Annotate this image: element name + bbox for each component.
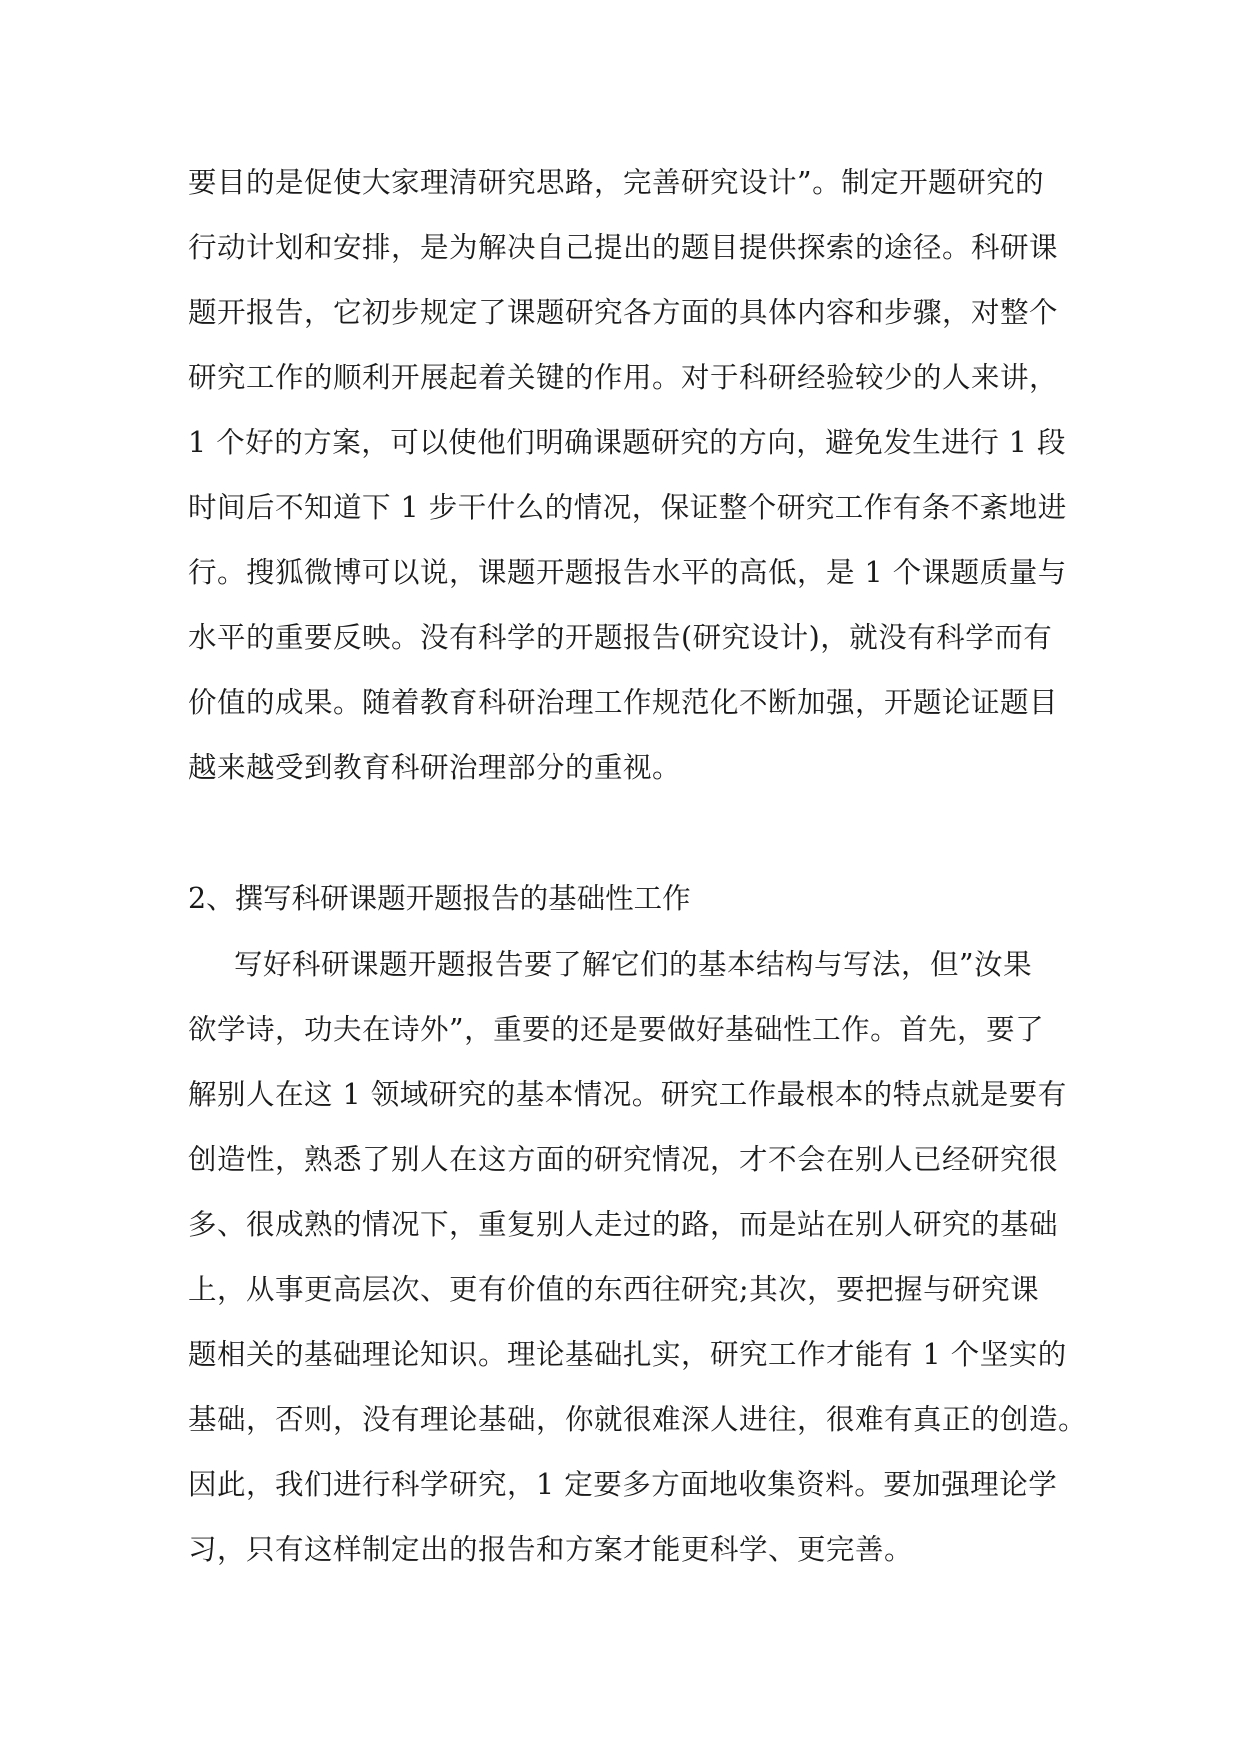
paragraph-line: 价值的成果。随着教育科研治理工作规范化不断加强，开题论证题目 — [188, 686, 1059, 719]
paragraph-line: 研究工作的顺利开展起着关键的作用。对于科研经验较少的人来讲， — [188, 361, 1059, 394]
paragraph-line: 题相关的基础理论知识。理论基础扎实，研究工作才能有 1 个坚实的 — [188, 1338, 1067, 1371]
paragraph-line: 欲学诗，功夫在诗外”，重要的还是要做好基础性工作。首先，要了 — [188, 1013, 1045, 1046]
paragraph-line: 要目的是促使大家理清研究思路，完善研究设计”。制定开题研究的 — [188, 166, 1045, 199]
paragraph-line: 题开报告，它初步规定了课题研究各方面的具体内容和步骤，对整个 — [188, 296, 1059, 329]
paragraph-line: 因此，我们进行科学研究，1 定要多方面地收集资料。要加强理论学 — [188, 1468, 1058, 1501]
paragraph-line: 创造性，熟悉了别人在这方面的研究情况，才不会在别人已经研究很 — [188, 1143, 1059, 1176]
paragraph-line: 1 个好的方案，可以使他们明确课题研究的方向，避免发生进行 1 段 — [188, 426, 1066, 459]
paragraph-line: 写好科研课题开题报告要了解它们的基本结构与写法，但”汝果 — [234, 948, 1033, 981]
paragraph-line: 基础，否则，没有理论基础，你就很难深人进往，很难有真正的创造。 — [188, 1403, 1088, 1436]
paragraph-line: 行。搜狐微博可以说，课题开题报告水平的高低，是 1 个课题质量与 — [188, 556, 1067, 589]
section-heading: 2、撰写科研课题开题报告的基础性工作 — [188, 882, 691, 915]
paragraph-line: 多、很成熟的情况下，重复别人走过的路，而是站在别人研究的基础 — [188, 1208, 1059, 1241]
paragraph-line: 越来越受到教育科研治理部分的重视。 — [188, 751, 682, 784]
paragraph-2 — [188, 932, 1088, 1582]
paragraph-line: 水平的重要反映。没有科学的开题报告(研究设计)，就没有科学而有 — [188, 621, 1053, 654]
paragraph-line: 上，从事更高层次、更有价值的东西往研究;其次，要把握与研究课 — [188, 1273, 1040, 1306]
paragraph-1 — [188, 150, 1067, 800]
paragraph-line: 解别人在这 1 领域研究的基本情况。研究工作最根本的特点就是要有 — [188, 1078, 1067, 1111]
paragraph-line: 习，只有这样制定出的报告和方案才能更科学、更完善。 — [188, 1533, 914, 1566]
paragraph-line: 行动计划和安排，是为解决自己提出的题目提供探索的途径。科研课 — [188, 231, 1059, 264]
paragraph-line: 时间后不知道下 1 步干什么的情况，保证整个研究工作有条不紊地进 — [188, 491, 1067, 524]
